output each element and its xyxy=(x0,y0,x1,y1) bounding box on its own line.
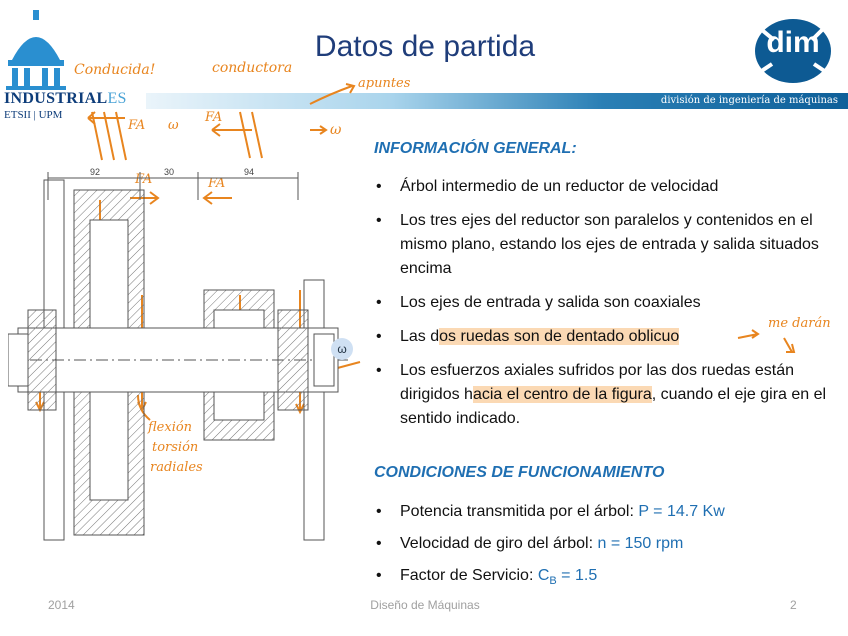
footer-course: Diseño de Máquinas xyxy=(370,598,480,612)
annotation-conductora: conductora xyxy=(212,60,293,76)
list-item xyxy=(374,325,840,349)
item5-text: Los esfuerzos axiales sufridos por las dos ruedas están dirigidos h xyxy=(400,362,794,403)
power-value: P = 14.7 Kw xyxy=(638,503,725,520)
slide-title: Datos de partida xyxy=(314,30,536,63)
annotation-flexion: flexión xyxy=(148,420,193,435)
conditions-heading: CONDICIONES DE FUNCIONAMIENTO xyxy=(374,464,665,481)
list-item xyxy=(374,500,840,524)
factor-value xyxy=(537,567,598,588)
annotation-torsion: torsión xyxy=(152,440,199,455)
speed-label: Velocidad de giro del árbol: xyxy=(400,535,598,552)
etsii-upm-text: ETSII | UPM xyxy=(4,109,63,121)
rotation-omega-marker xyxy=(331,338,353,360)
list-item xyxy=(374,564,840,593)
factor-symbol: C xyxy=(537,567,550,584)
annotation-fa-right: FA xyxy=(205,110,223,125)
rotation-omega-label: ω xyxy=(337,342,347,356)
annotation-omega-left: ω xyxy=(168,118,179,133)
highlighted-text: acia el centro de la figura xyxy=(472,386,652,403)
list-item: • Los tres ejes del reductor son paralelos y contenidos en el mismo plano, estando los ejes de entrada y salida situados encima xyxy=(374,209,840,281)
list-item: • Árbol intermedio de un reductor de velocidad xyxy=(374,175,840,199)
annotation-fa-gear2: FA xyxy=(208,176,226,191)
highlighted-text: os ruedas son de dentado oblicuo xyxy=(439,328,680,345)
footer-page-number: 2 xyxy=(790,598,797,612)
footer-year: 2014 xyxy=(48,598,75,612)
list-item xyxy=(374,532,840,556)
item4-text: Las d xyxy=(400,328,440,345)
annotation-conducida: Conducida! xyxy=(74,62,156,78)
annotation-fa-gear1: FA xyxy=(135,172,153,187)
annotation-me-daran: me darán xyxy=(768,316,831,331)
list-item xyxy=(374,359,840,431)
conditions-list xyxy=(374,500,840,593)
list-item: • Los ejes de entrada y salida son coaxiales xyxy=(374,291,840,315)
factor-subscript: B xyxy=(549,575,557,588)
annotation-fa-left: FA xyxy=(128,118,146,133)
annotation-omega-right: ω xyxy=(330,122,342,138)
dim-logo-text: dim xyxy=(766,26,820,59)
factor-label: Factor de Servicio: xyxy=(400,567,538,584)
general-info-heading: INFORMACIÓN GENERAL: xyxy=(374,140,577,157)
factor-number: = 1.5 xyxy=(556,567,598,584)
dimension-94: 94 xyxy=(244,167,255,177)
power-label: Potencia transmitida por el árbol: xyxy=(400,503,639,520)
department-text: división de ingeniería de máquinas xyxy=(660,95,838,106)
industriales-logo-text: INDUSTRIALES xyxy=(4,90,127,107)
dimension-92: 92 xyxy=(90,167,101,177)
general-info-list xyxy=(374,175,840,431)
annotation-apuntes: apuntes xyxy=(358,76,411,91)
speed-value: n = 150 rpm xyxy=(597,535,684,552)
dimension-30: 30 xyxy=(164,167,175,177)
shaft-assembly-drawing xyxy=(8,160,358,560)
annotation-radiales: radiales xyxy=(150,460,203,475)
item5-text-end: , cuando el eje gira en el sentido indicado. xyxy=(400,386,827,427)
